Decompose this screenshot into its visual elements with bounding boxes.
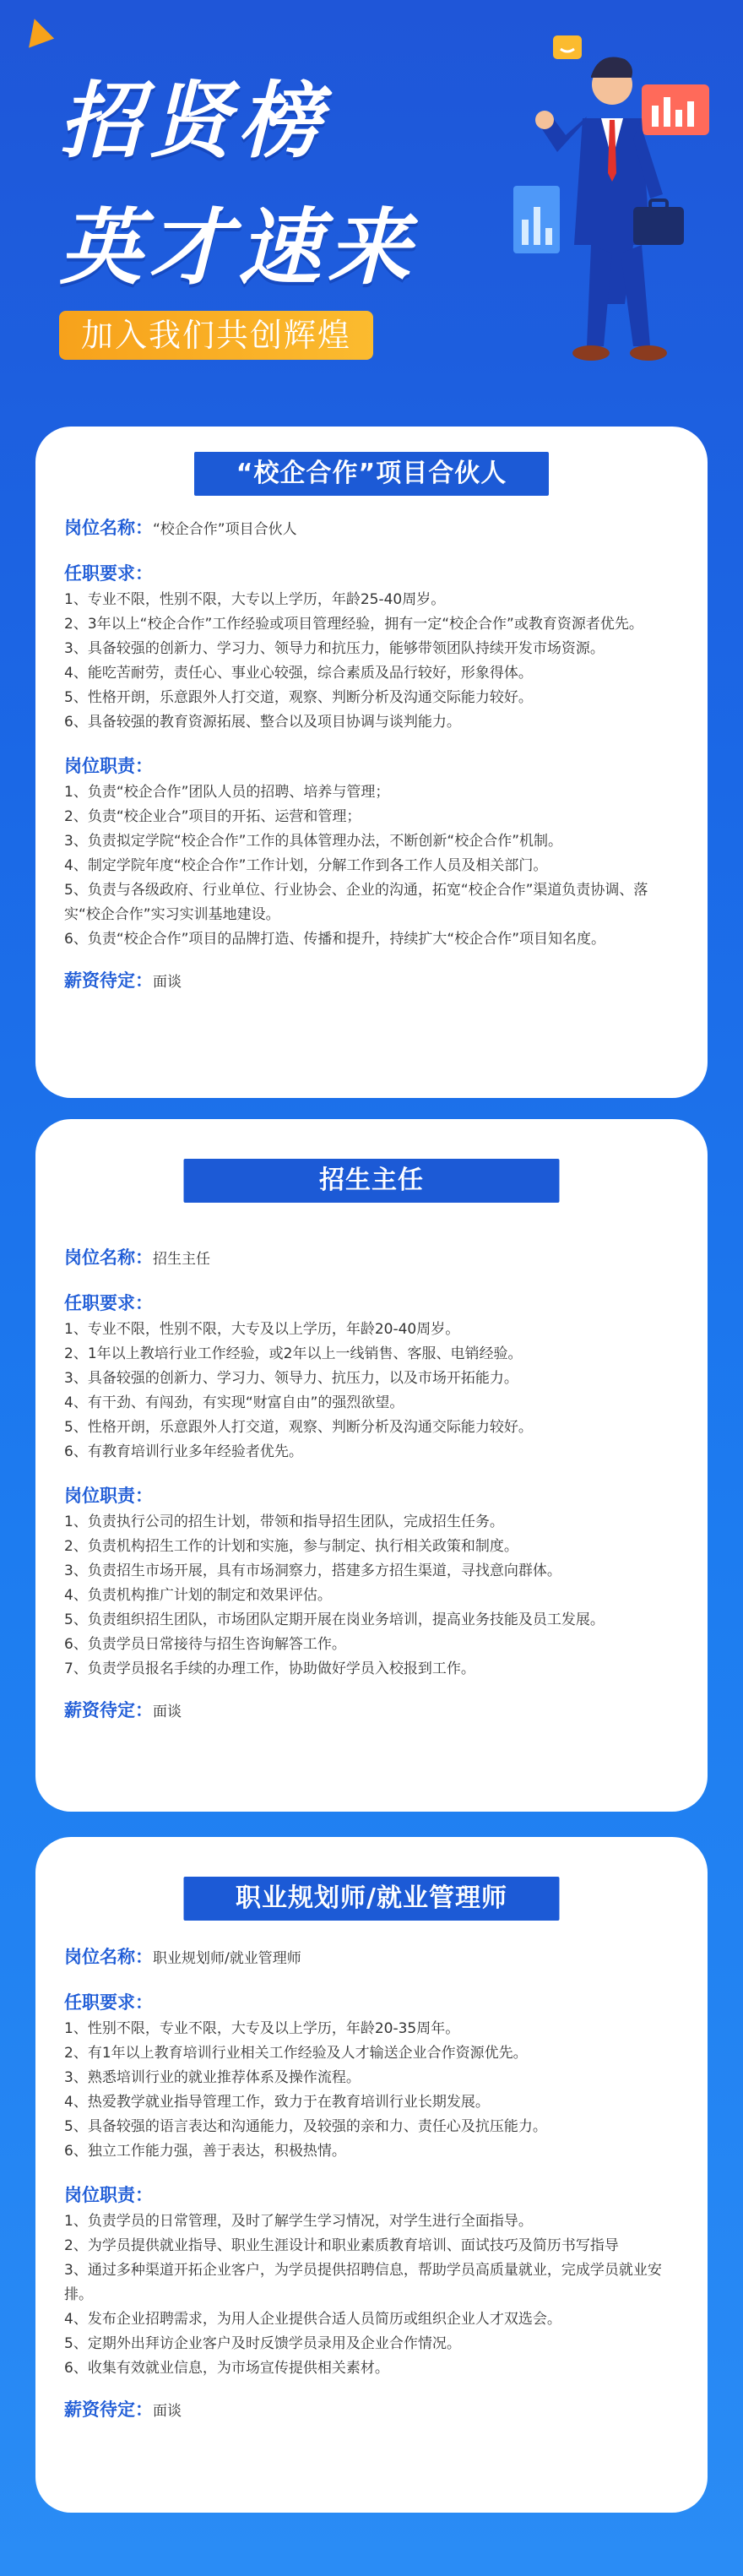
hero-subtitle-pill: 加入我们共创辉煌 (59, 311, 373, 360)
requirements-list (64, 1318, 682, 1465)
requirement-item: 3、熟悉培训行业的就业推荐体系及操作流程。 (64, 2069, 361, 2086)
salary-value: 面谈 (153, 1704, 182, 1720)
requirement-item: 3、具备较强的创新力、学习力、领导力和抗压力，能够带领团队持续开发市场资源。 (64, 640, 605, 657)
job-title-banner: 招生主任 (184, 1159, 560, 1203)
requirements-heading: 任职要求： (64, 1992, 153, 2013)
requirement-item: 5、具备较强的语言表达和沟通能力，及较强的亲和力、责任心及抗压能力。 (64, 2118, 547, 2135)
requirement-item: 6、具备较强的教育资源拓展、整合以及项目协调与谈判能力。 (64, 714, 461, 731)
duty-item: 1、负责执行公司的招生计划，带领和指导招生团队，完成招生任务。 (64, 1514, 504, 1530)
job-card-admissions-director (35, 1119, 708, 1812)
duty-item: 3、通过多种渠道开拓企业客户，为学员提供招聘信息，帮助学员高质量就业，完成学员就业安排。 (64, 2262, 662, 2303)
hero-title-line1: 招贤榜 (59, 73, 328, 170)
duties-heading: 岗位职责： (64, 756, 153, 776)
duties-list (64, 1510, 682, 1682)
businessman-illustration-icon (507, 25, 726, 389)
requirement-item: 3、具备较强的创新力、学习力、领导力、抗压力，以及市场开拓能力。 (64, 1370, 518, 1387)
duty-item: 6、收集有效就业信息，为市场宣传提供相关素材。 (64, 2360, 389, 2377)
duties-list (64, 2209, 682, 2381)
duty-item: 7、负责学员报名手续的办理工作，协助做好学员入校报到工作。 (64, 1660, 475, 1677)
duty-item: 3、负责招生市场开展，具有市场洞察力，搭建多方招生渠道，寻找意向群体。 (64, 1562, 561, 1579)
requirement-item: 4、热爱教学就业指导管理工作，致力于在教育培训行业长期发展。 (64, 2094, 490, 2111)
hero-header (0, 0, 743, 422)
salary-value: 面谈 (153, 2403, 182, 2420)
duty-item: 2、负责机构招生工作的计划和实施，参与制定、执行相关政策和制度。 (64, 1538, 518, 1555)
duty-item: 5、定期外出拜访企业客户及时反馈学员录用及企业合作情况。 (64, 2335, 461, 2352)
duty-item: 4、发布企业招聘需求，为用人企业提供合适人员简历或组织企业人才双选会。 (64, 2311, 561, 2328)
duty-item: 1、负责“校企合作”团队人员的招聘、培养与管理； (64, 784, 390, 801)
requirements-list (64, 588, 682, 735)
requirements-heading: 任职要求： (64, 563, 153, 584)
requirement-item: 1、性别不限，专业不限，大专及以上学历，年龄20-35周年。 (64, 2020, 460, 2037)
requirement-item: 2、有1年以上教育培训行业相关工作经验及人才输送企业合作资源优先。 (64, 2045, 528, 2062)
requirement-item: 5、性格开朗，乐意跟外人打交道，观察、判断分析及沟通交际能力较好。 (64, 689, 533, 706)
requirement-item: 6、独立工作能力强，善于表达，积极热情。 (64, 2143, 346, 2160)
requirement-item: 4、能吃苦耐劳，责任心、事业心较强，综合素质及品行较好，形象得体。 (64, 665, 533, 682)
duty-item: 5、负责与各级政府、行业单位、行业协会、企业的沟通，拓宽“校企合作”渠道负责协调、落实“校企合作”实习实训基地建设。 (64, 882, 648, 923)
requirement-item: 2、3年以上“校企合作”工作经验或项目管理经验，拥有一定“校企合作”或教育资源者优先。 (64, 616, 643, 633)
duty-item: 5、负责组织招生团队，市场团队定期开展在岗业务培训，提高业务技能及员工发展。 (64, 1611, 605, 1628)
requirements-list (64, 2017, 682, 2164)
job-card-career-planner (35, 1837, 708, 2513)
position-label: 岗位名称： (64, 1947, 153, 1967)
duty-item: 6、负责学员日常接待与招生咨询解答工作。 (64, 1636, 346, 1653)
requirement-item: 1、专业不限，性别不限，大专及以上学历，年龄20-40周岁。 (64, 1321, 460, 1338)
duty-item: 4、负责机构推广计划的制定和效果评估。 (64, 1587, 332, 1604)
requirement-item: 4、有干劲、有闯劲，有实现“财富自由”的强烈欲望。 (64, 1394, 404, 1411)
duty-item: 3、负责拟定学院“校企合作”工作的具体管理办法，不断创新“校企合作”机制。 (64, 833, 563, 850)
salary-label: 薪资待定： (64, 1700, 153, 1720)
job-body (64, 1246, 682, 1725)
salary-label: 薪资待定： (64, 2399, 153, 2420)
job-body (64, 1945, 682, 2424)
requirement-item: 2、1年以上教培行业工作经验，或2年以上一线销售、客服、电销经验。 (64, 1345, 523, 1362)
requirements-heading: 任职要求： (64, 1293, 153, 1313)
duty-item: 6、负责“校企合作”项目的品牌打造、传播和提升，持续扩大“校企合作”项目知名度。 (64, 931, 606, 948)
position-value: 招生主任 (153, 1251, 210, 1268)
requirement-item: 6、有教育培训行业多年经验者优先。 (64, 1443, 303, 1460)
job-card-partner (35, 427, 708, 1098)
duty-item: 1、负责学员的日常管理，及时了解学生学习情况，对学生进行全面指导。 (64, 2213, 533, 2230)
duty-item: 2、为学员提供就业指导、职业生涯设计和职业素质教育培训、面试技巧及简历书写指导 (64, 2237, 619, 2254)
position-value: “校企合作”项目合伙人 (153, 521, 297, 538)
triangle-decoration-icon (20, 14, 54, 47)
duty-item: 4、制定学院年度“校企合作”工作计划，分解工作到各工作人员及相关部门。 (64, 857, 548, 874)
position-value: 职业规划师/就业管理师 (153, 1950, 301, 1967)
position-label: 岗位名称： (64, 1247, 153, 1268)
salary-label: 薪资待定： (64, 970, 153, 991)
job-title-banner: “校企合作”项目合伙人 (194, 452, 549, 496)
job-title-banner: 职业规划师/就业管理师 (184, 1877, 560, 1921)
requirement-item: 1、专业不限，性别不限，大专以上学历，年龄25-40周岁。 (64, 591, 446, 608)
duty-item: 2、负责“校企业合”项目的开拓、运营和管理； (64, 808, 361, 825)
hero-title-line2: 英才速来 (59, 200, 418, 296)
duties-heading: 岗位职责： (64, 2185, 153, 2205)
position-label: 岗位名称： (64, 518, 153, 538)
requirement-item: 5、性格开朗，乐意跟外人打交道，观察、判断分析及沟通交际能力较好。 (64, 1419, 533, 1436)
duties-list (64, 780, 682, 952)
job-body (64, 516, 682, 995)
salary-value: 面谈 (153, 974, 182, 991)
duties-heading: 岗位职责： (64, 1486, 153, 1506)
